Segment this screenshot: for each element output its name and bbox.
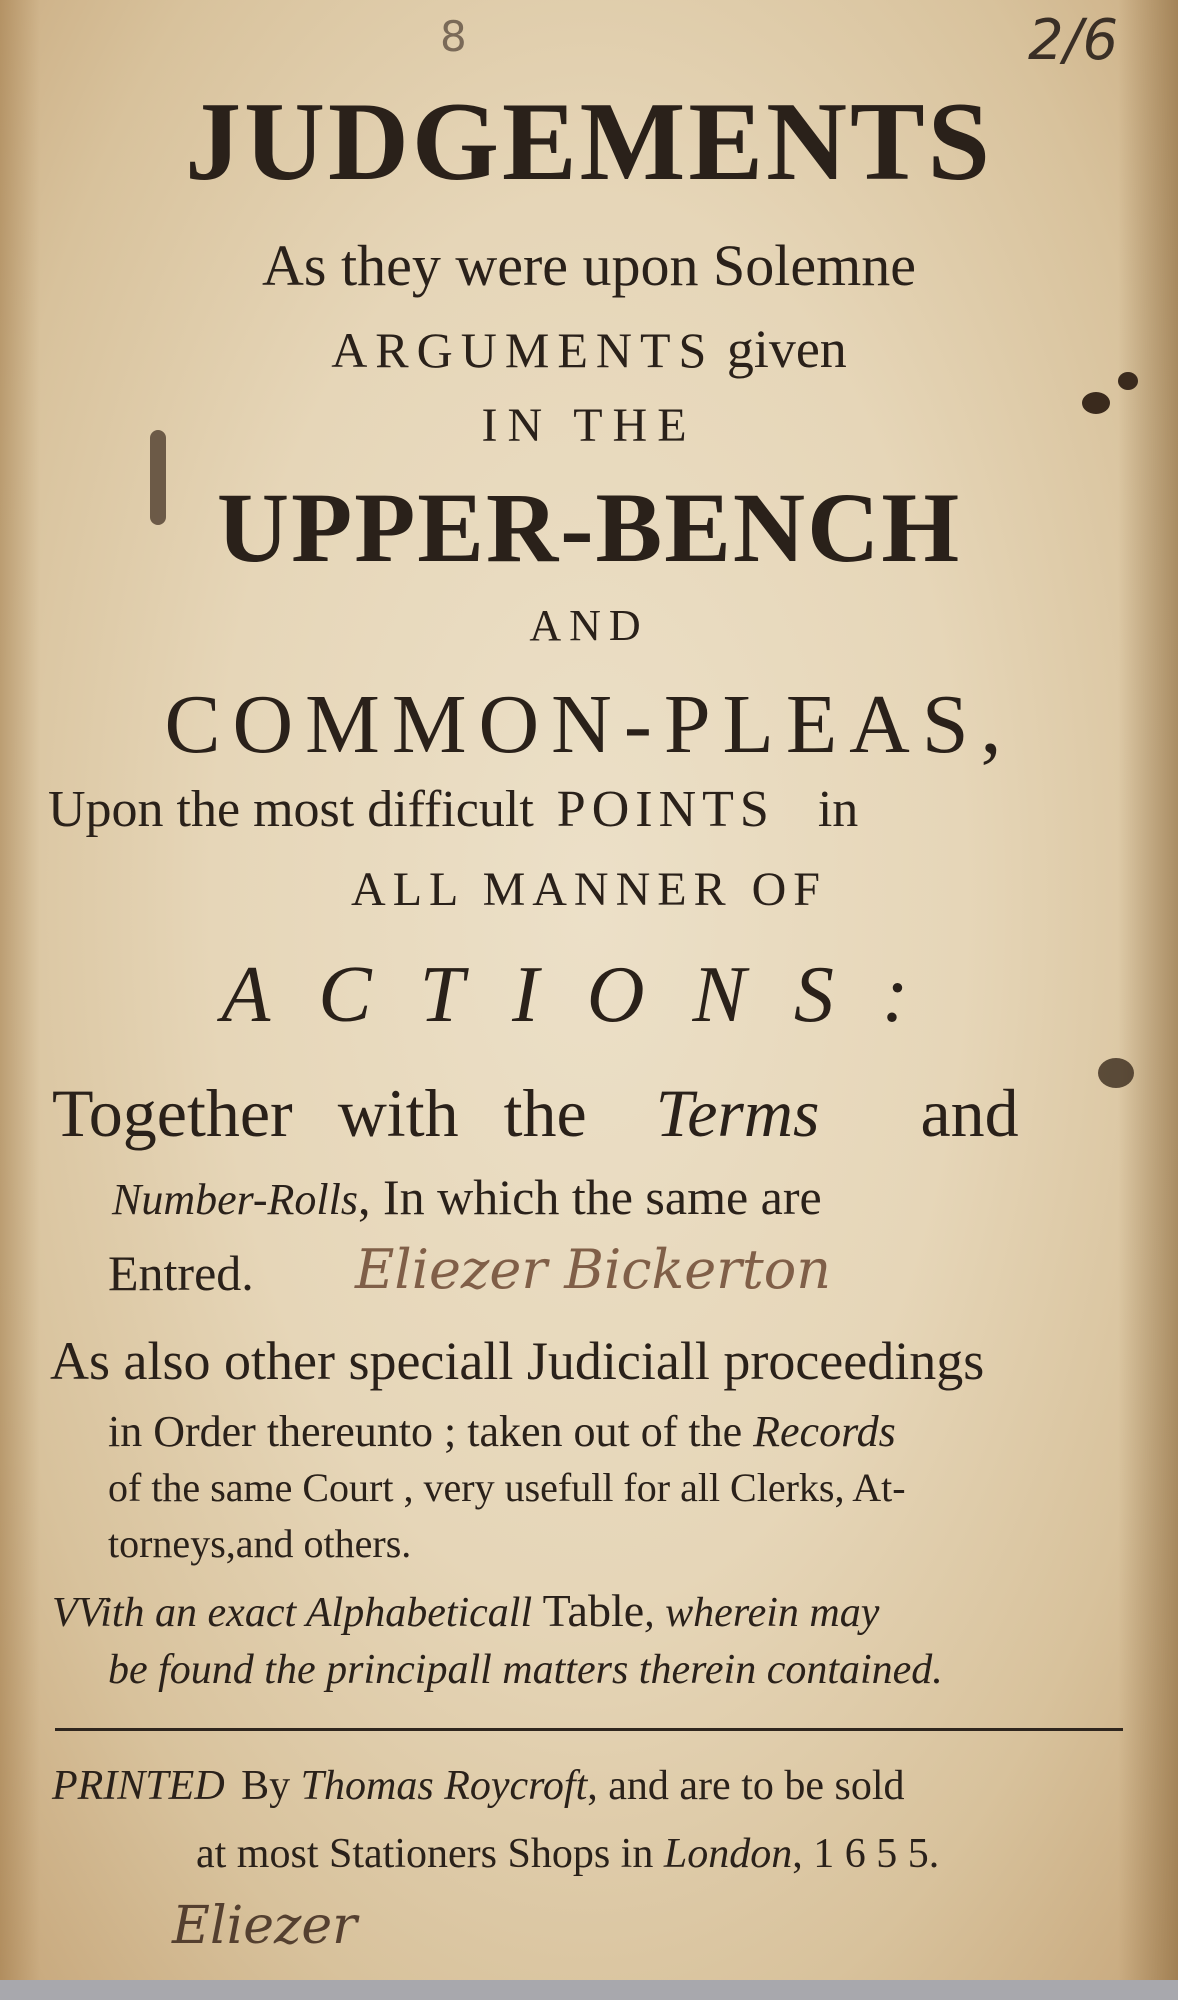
signature-bottom: Eliezer xyxy=(172,1896,358,1956)
title-common-pleas: COMMON-PLEAS, xyxy=(164,678,1014,771)
which-text: , In which the same are xyxy=(358,1169,822,1225)
shelf-number: 8 xyxy=(440,12,467,61)
in-word: in xyxy=(817,781,859,838)
divider-rule xyxy=(55,1728,1123,1731)
imprint-line-2 xyxy=(196,1830,939,1878)
ink-stain xyxy=(1098,1058,1134,1088)
title-and: AND xyxy=(529,601,649,650)
arguments-word: ARGUMENTS xyxy=(331,322,715,378)
together-line-1 xyxy=(52,1074,1019,1153)
title-in-the: IN THE xyxy=(481,399,697,452)
together-line-3: Entred. xyxy=(108,1245,254,1301)
by-word: By xyxy=(241,1763,291,1809)
title-all-manner: ALL MANNER OF xyxy=(351,863,827,916)
printer-name: Thomas Roycroft xyxy=(300,1763,588,1809)
folio-mark: 2/6 xyxy=(1028,8,1119,73)
records-word: Records xyxy=(753,1407,896,1456)
and-word: and xyxy=(920,1075,1019,1151)
printed-word: PRINTED xyxy=(52,1763,225,1809)
title-judgements: JUDGEMENTS xyxy=(185,80,993,204)
page-bottom-edge xyxy=(0,1980,1178,2000)
number-rolls-word: Number-Rolls xyxy=(112,1175,358,1224)
also-line-2 xyxy=(108,1406,896,1457)
table-word: Table xyxy=(542,1585,645,1636)
together-line-2 xyxy=(112,1168,822,1226)
title-actions: ACTIONS: xyxy=(221,951,957,1039)
also-line-3: of the same Court , very usefull for all Clerks, At- xyxy=(108,1465,906,1510)
sold-text: , and are to be sold xyxy=(587,1763,905,1809)
year-text: , 1 6 5 5. xyxy=(792,1831,940,1877)
order-text: in Order thereunto ; taken out of the xyxy=(108,1407,743,1456)
signature-bickerton: Eliezer Bickerton xyxy=(355,1238,831,1301)
with-exact-text: VVith an exact Alphabeticall xyxy=(52,1590,533,1636)
wherein-text: , wherein may xyxy=(644,1590,880,1636)
also-line-4: torneys,and others. xyxy=(108,1521,412,1566)
title-solemne: As they were upon Solemne xyxy=(262,233,916,298)
given-word: given xyxy=(726,319,847,379)
stationers-text: at most Stationers Shops in xyxy=(196,1831,654,1877)
also-line-1: As also other speciall Judiciall proceedings xyxy=(50,1331,985,1391)
imprint-line-1 xyxy=(52,1762,905,1810)
title-arguments-line xyxy=(0,318,1178,380)
table-note-line-1 xyxy=(52,1584,879,1637)
points-word: POINTS xyxy=(556,781,775,838)
table-note-line-2: be found the principall matters therein contained. xyxy=(108,1647,943,1693)
title-points-line xyxy=(48,780,858,839)
terms-word: Terms xyxy=(655,1075,820,1151)
together-text: Together with the xyxy=(52,1075,587,1151)
most-difficult-text: Upon the most difficult xyxy=(48,781,534,838)
title-upper-bench: UPPER-BENCH xyxy=(216,472,962,583)
london-word: London xyxy=(663,1831,793,1877)
